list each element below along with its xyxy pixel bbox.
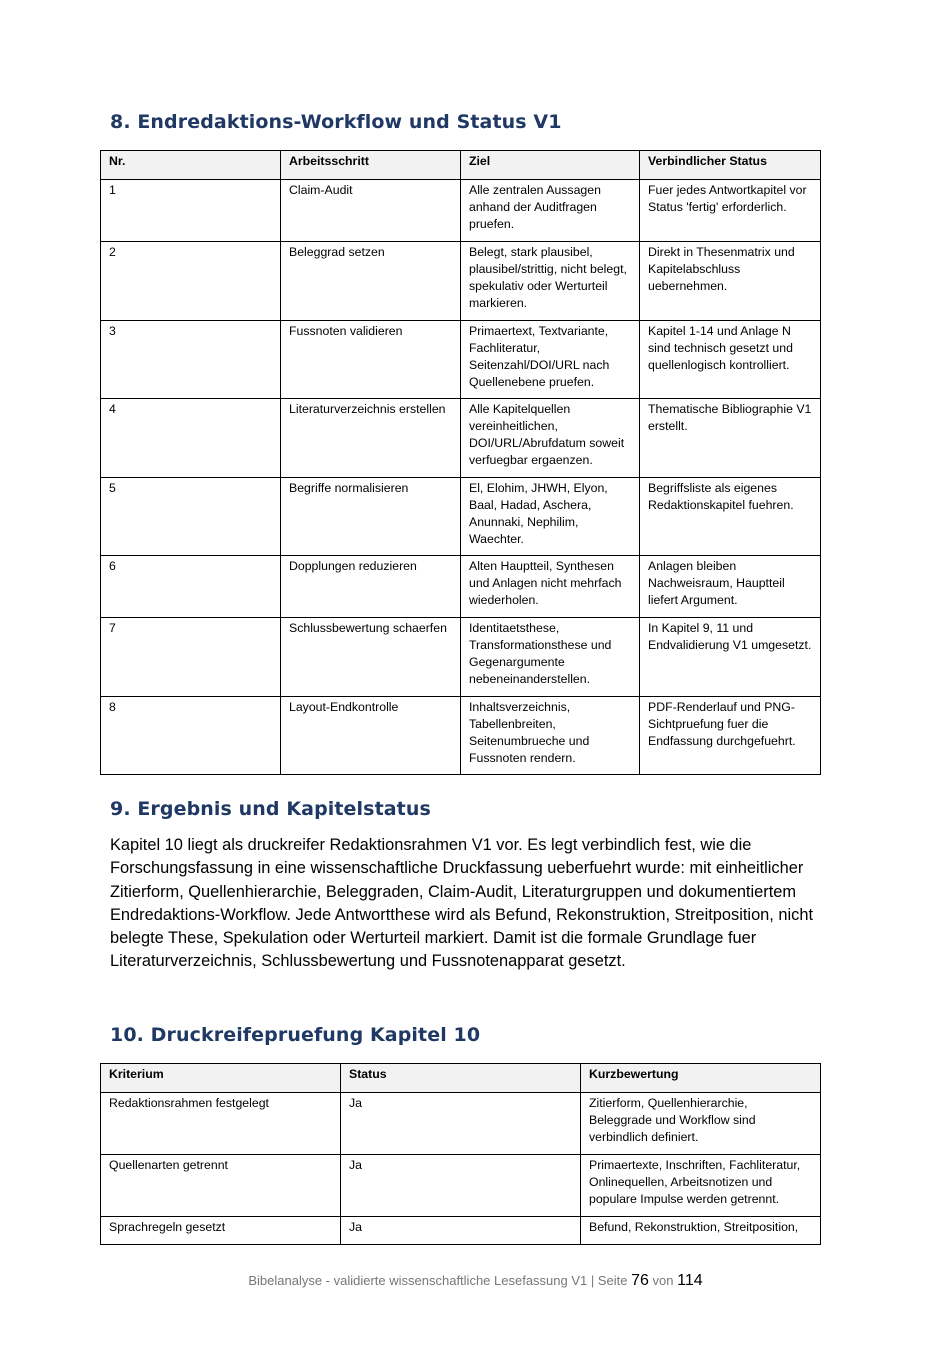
table-cell: Fussnoten validieren <box>281 321 461 399</box>
table-cell: 4 <box>101 399 281 478</box>
section-9-heading: 9. Ergebnis und Kapitelstatus <box>110 798 431 820</box>
table-cell: Thematische Bibliographie V1 erstellt. <box>640 399 821 478</box>
column-header: Ziel <box>461 151 640 180</box>
footer-of: von <box>652 1273 674 1288</box>
column-header: Kriterium <box>101 1064 341 1093</box>
footer-page-total: 114 <box>677 1272 703 1289</box>
table-row <box>101 1217 821 1245</box>
table-cell: Primaertexte, Inschriften, Fachliteratur, Onlinequellen, Arbeitsnotizen und populare Impulse werden getrennt. <box>581 1155 821 1217</box>
table-cell: Ja <box>341 1093 581 1155</box>
table-cell: Alle zentralen Aussagen anhand der Auditfragen pruefen. <box>461 180 640 242</box>
table-cell: 2 <box>101 242 281 321</box>
column-header: Status <box>341 1064 581 1093</box>
table-cell: Befund, Rekonstruktion, Streitposition, <box>581 1217 821 1245</box>
table-row <box>101 1155 821 1217</box>
table-cell: Layout-Endkontrolle <box>281 697 461 775</box>
column-header: Nr. <box>101 151 281 180</box>
section-8-heading: 8. Endredaktions-Workflow und Status V1 <box>110 111 562 133</box>
table-cell: Schlussbewertung schaerfen <box>281 618 461 697</box>
table-header-row <box>101 151 821 180</box>
table-cell: Begriffsliste als eigenes Redaktionskapitel fuehren. <box>640 478 821 556</box>
table-cell: Dopplungen reduzieren <box>281 556 461 618</box>
table-cell: Redaktionsrahmen festgelegt <box>101 1093 341 1155</box>
table-cell: Alten Hauptteil, Synthesen und Anlagen nicht mehrfach wiederholen. <box>461 556 640 618</box>
table-cell: Sprachregeln gesetzt <box>101 1217 341 1245</box>
table-row <box>101 1093 821 1155</box>
table-row <box>101 321 821 399</box>
table-row <box>101 180 821 242</box>
table-cell: Anlagen bleiben Nachweisraum, Hauptteil liefert Argument. <box>640 556 821 618</box>
table-row <box>101 618 821 697</box>
table-cell: 1 <box>101 180 281 242</box>
table-cell: Alle Kapitelquellen vereinheitlichen, DOI/URL/Abrufdatum soweit verfuegbar ergaenzen. <box>461 399 640 478</box>
table-row <box>101 697 821 775</box>
table-cell: Zitierform, Quellenhierarchie, Beleggrade und Workflow sind verbindlich definiert. <box>581 1093 821 1155</box>
table-cell: 8 <box>101 697 281 775</box>
column-header: Verbindlicher Status <box>640 151 821 180</box>
section-10-heading: 10. Druckreifepruefung Kapitel 10 <box>110 1024 481 1046</box>
table-cell: Beleggrad setzen <box>281 242 461 321</box>
table-row <box>101 242 821 321</box>
footer-page-number: 76 <box>631 1272 649 1289</box>
table-cell: PDF-Renderlauf und PNG-Sichtpruefung fuer die Endfassung durchgefuehrt. <box>640 697 821 775</box>
table-cell: Inhaltsverzeichnis, Tabellenbreiten, Seitenumbrueche und Fussnoten rendern. <box>461 697 640 775</box>
table-row <box>101 556 821 618</box>
workflow-table <box>100 150 821 775</box>
print-readiness-table <box>100 1063 821 1245</box>
table-cell: Kapitel 1-14 und Anlage N sind technisch gesetzt und quellenlogisch kontrolliert. <box>640 321 821 399</box>
table-cell: Literaturverzeichnis erstellen <box>281 399 461 478</box>
table-header-row <box>101 1064 821 1093</box>
table-cell: Ja <box>341 1217 581 1245</box>
table-cell: 6 <box>101 556 281 618</box>
table-cell: Direkt in Thesenmatrix und Kapitelabschluss uebernehmen. <box>640 242 821 321</box>
table-cell: 3 <box>101 321 281 399</box>
column-header: Kurzbewertung <box>581 1064 821 1093</box>
table-cell: Primaertext, Textvariante, Fachliteratur, Seitenzahl/DOI/URL nach Quellenebene pruefen. <box>461 321 640 399</box>
table-cell: 7 <box>101 618 281 697</box>
column-header: Arbeitsschritt <box>281 151 461 180</box>
table-cell: 5 <box>101 478 281 556</box>
table-cell: Claim-Audit <box>281 180 461 242</box>
table-row <box>101 478 821 556</box>
table-cell: Quellenarten getrennt <box>101 1155 341 1217</box>
table-cell: Ja <box>341 1155 581 1217</box>
page-footer <box>0 1272 951 1290</box>
table-cell: In Kapitel 9, 11 und Endvalidierung V1 umgesetzt. <box>640 618 821 697</box>
table-cell: Belegt, stark plausibel, plausibel/strittig, nicht belegt, spekulativ oder Werturteil markieren. <box>461 242 640 321</box>
result-paragraph: Kapitel 10 liegt als druckreifer Redaktionsrahmen V1 vor. Es legt verbindlich fest, wie die Forschungsfassung in eine wissenschaftliche Druckfassung ueberfuehrt wurde: mit einheitlicher Zitierform, Quellenhierarchie, Beleggraden, Claim-Audit, Literaturgruppen und dokumentiertem Endredaktions-Workflow. Jede Antwortthese wird als Befund, Rekonstruktion, Streitposition, nicht belegte These, Spekulation oder Werturteil markiert. Damit ist die formale Grundlage fuer Literaturverzeichnis, Schlussbewertung und Fussnotenapparat gesetzt. <box>110 836 814 971</box>
table-cell: Fuer jedes Antwortkapitel vor Status 'fertig' erforderlich. <box>640 180 821 242</box>
table-cell: Identitaetsthese, Transformationsthese und Gegenargumente nebeneinanderstellen. <box>461 618 640 697</box>
table-cell: El, Elohim, JHWH, Elyon, Baal, Hadad, Aschera, Anunnaki, Nephilim, Waechter. <box>461 478 640 556</box>
footer-text: Bibelanalyse - validierte wissenschaftliche Lesefassung V1 | Seite <box>248 1273 628 1288</box>
table-row <box>101 399 821 478</box>
table-cell: Begriffe normalisieren <box>281 478 461 556</box>
